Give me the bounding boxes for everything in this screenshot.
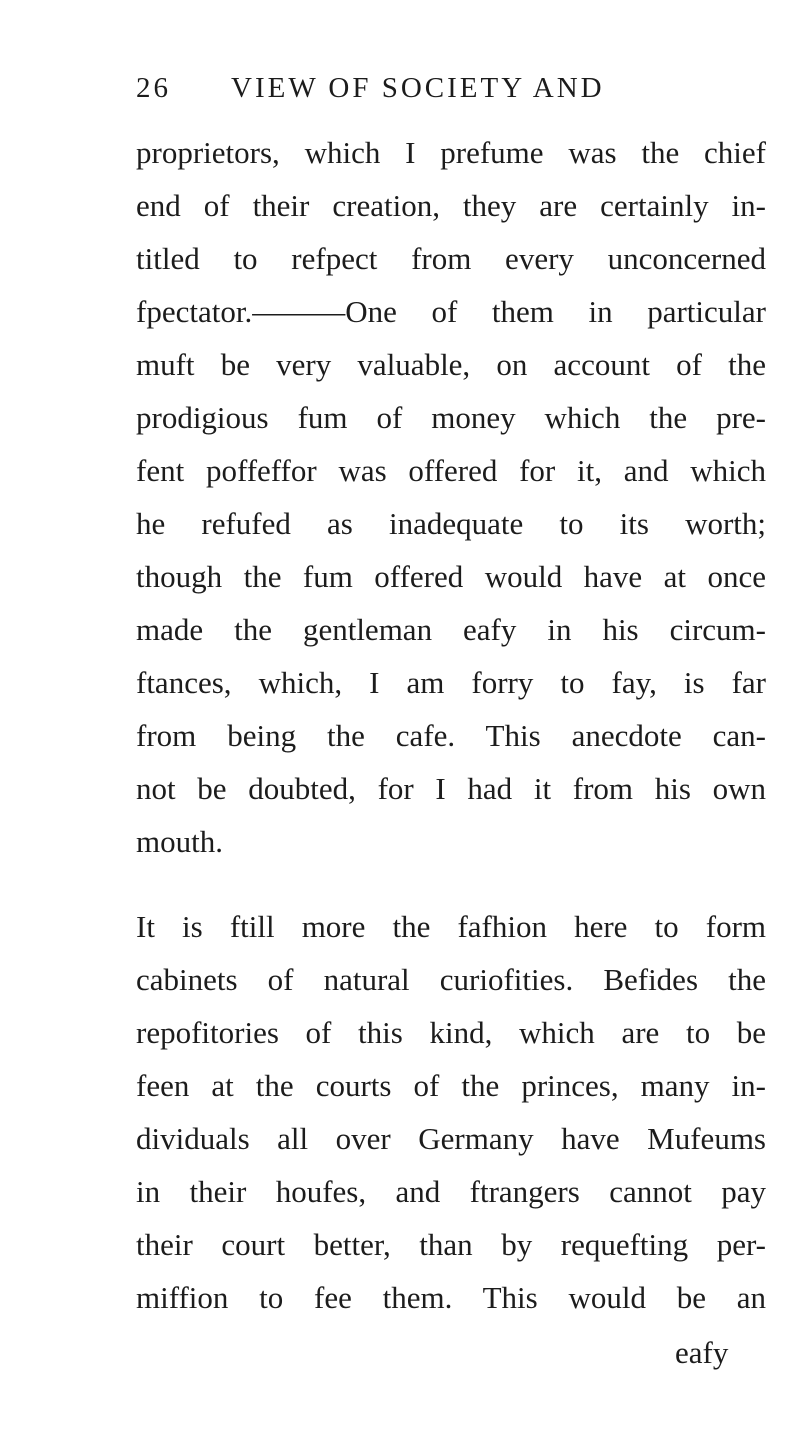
text-line: feen at the courts of the princes, many in- <box>136 1068 766 1103</box>
running-head <box>136 72 776 116</box>
text-line: end of their creation, they are certainly in- <box>136 188 766 223</box>
text-line: made the gentleman eafy in his circum- <box>136 612 766 647</box>
catchword: eafy <box>675 1335 729 1370</box>
text-line: their court better, than by requefting per- <box>136 1227 766 1262</box>
text-line: fent poffeffor was offered for it, and which <box>136 453 766 488</box>
text-line: It is ftill more the fafhion here to form <box>136 909 766 944</box>
running-title: VIEW OF SOCIETY AND <box>231 72 605 104</box>
text-line: miffion to fee them. This would be an <box>136 1280 766 1315</box>
text-line: cabinets of natural curiofities. Befides the <box>136 962 766 997</box>
page-number: 26 <box>136 72 171 104</box>
text-line: dividuals all over Germany have Mufeums <box>136 1121 766 1156</box>
text-line: fpectator.———One of them in particular <box>136 294 766 329</box>
text-line: not be doubted, for I had it from his own <box>136 771 766 806</box>
text-line: repofitories of this kind, which are to be <box>136 1015 766 1050</box>
text-line: mouth. <box>136 824 223 859</box>
text-line: muft be very valuable, on account of the <box>136 347 766 382</box>
text-line: proprietors, which I prefume was the chief <box>136 135 766 170</box>
text-line: though the fum offered would have at once <box>136 559 766 594</box>
text-line: in their houfes, and ftrangers cannot pay <box>136 1174 766 1209</box>
text-line: from being the cafe. This anecdote can- <box>136 718 766 753</box>
text-line: prodigious fum of money which the pre- <box>136 400 766 435</box>
text-line: he refufed as inadequate to its worth; <box>136 506 766 541</box>
text-line: ftances, which, I am forry to fay, is far <box>136 665 766 700</box>
text-line: titled to refpect from every unconcerned <box>136 241 766 276</box>
